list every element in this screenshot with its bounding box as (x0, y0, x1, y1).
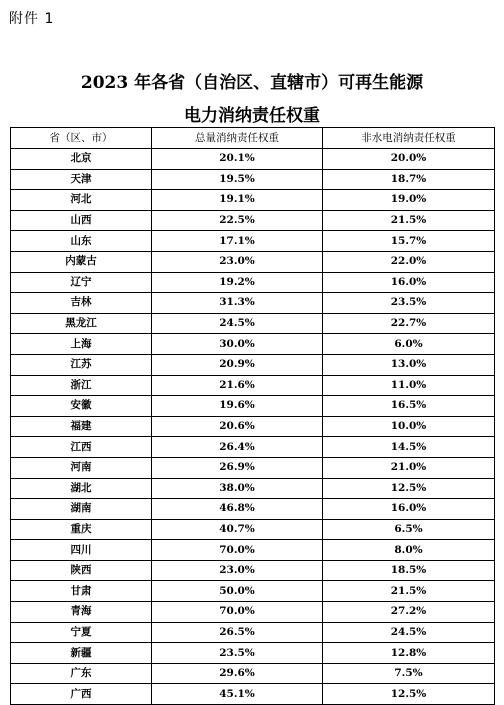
nonhydro-weight-cell: 22.0% (323, 251, 495, 272)
table-header-row (11, 128, 495, 149)
table-row (11, 437, 495, 458)
nonhydro-weight-cell: 20.0% (323, 149, 495, 170)
region-cell: 宁夏 (11, 622, 152, 643)
table-row (11, 540, 495, 561)
table-row (11, 149, 495, 170)
nonhydro-weight-cell: 11.0% (323, 375, 495, 396)
total-weight-cell: 19.6% (152, 396, 323, 417)
nonhydro-weight-cell: 16.0% (323, 499, 495, 520)
region-cell: 山西 (11, 210, 152, 231)
nonhydro-weight-cell: 12.5% (323, 684, 495, 705)
total-weight-cell: 26.5% (152, 622, 323, 643)
total-weight-cell: 19.1% (152, 190, 323, 211)
region-cell: 上海 (11, 334, 152, 355)
region-cell: 北京 (11, 149, 152, 170)
table-row (11, 560, 495, 581)
region-cell: 吉林 (11, 293, 152, 314)
table-row (11, 581, 495, 602)
nonhydro-weight-cell: 16.0% (323, 272, 495, 293)
nonhydro-weight-cell: 6.0% (323, 334, 495, 355)
attachment-label: 附件 1 (9, 11, 55, 27)
nonhydro-weight-cell: 7.5% (323, 663, 495, 684)
total-weight-cell: 20.9% (152, 354, 323, 375)
table-row (11, 663, 495, 684)
nonhydro-weight-cell: 21.0% (323, 457, 495, 478)
table-row (11, 169, 495, 190)
region-cell: 陕西 (11, 560, 152, 581)
table-row (11, 210, 495, 231)
table-row (11, 684, 495, 705)
nonhydro-weight-cell: 12.5% (323, 478, 495, 499)
table-row (11, 354, 495, 375)
total-weight-cell: 23.0% (152, 251, 323, 272)
table-row (11, 313, 495, 334)
table-row (11, 478, 495, 499)
region-cell: 河北 (11, 190, 152, 211)
table-row (11, 231, 495, 252)
table-row (11, 602, 495, 623)
nonhydro-weight-cell: 22.7% (323, 313, 495, 334)
total-weight-cell: 50.0% (152, 581, 323, 602)
nonhydro-weight-cell: 13.0% (323, 354, 495, 375)
table-row (11, 293, 495, 314)
total-weight-cell: 29.6% (152, 663, 323, 684)
total-weight-cell: 30.0% (152, 334, 323, 355)
column-header-total-weight: 总量消纳责任权重 (152, 128, 323, 149)
region-cell: 辽宁 (11, 272, 152, 293)
nonhydro-weight-cell: 21.5% (323, 210, 495, 231)
nonhydro-weight-cell: 10.0% (323, 416, 495, 437)
nonhydro-weight-cell: 18.7% (323, 169, 495, 190)
region-cell: 山东 (11, 231, 152, 252)
nonhydro-weight-cell: 15.7% (323, 231, 495, 252)
region-cell: 江西 (11, 437, 152, 458)
total-weight-cell: 21.6% (152, 375, 323, 396)
total-weight-cell: 70.0% (152, 602, 323, 623)
region-cell: 河南 (11, 457, 152, 478)
region-cell: 黑龙江 (11, 313, 152, 334)
nonhydro-weight-cell: 8.0% (323, 540, 495, 561)
total-weight-cell: 19.5% (152, 169, 323, 190)
table-row (11, 519, 495, 540)
nonhydro-weight-cell: 18.5% (323, 560, 495, 581)
total-weight-cell: 23.5% (152, 643, 323, 664)
table-body (11, 149, 495, 705)
total-weight-cell: 45.1% (152, 684, 323, 705)
total-weight-cell: 20.6% (152, 416, 323, 437)
nonhydro-weight-cell: 24.5% (323, 622, 495, 643)
total-weight-cell: 38.0% (152, 478, 323, 499)
nonhydro-weight-cell: 27.2% (323, 602, 495, 623)
region-cell: 内蒙古 (11, 251, 152, 272)
nonhydro-weight-cell: 23.5% (323, 293, 495, 314)
nonhydro-weight-cell: 21.5% (323, 581, 495, 602)
table-row (11, 457, 495, 478)
region-cell: 新疆 (11, 643, 152, 664)
table-row (11, 334, 495, 355)
total-weight-cell: 31.3% (152, 293, 323, 314)
total-weight-cell: 20.1% (152, 149, 323, 170)
table-row (11, 622, 495, 643)
table-row (11, 190, 495, 211)
table-row (11, 375, 495, 396)
region-cell: 浙江 (11, 375, 152, 396)
nonhydro-weight-cell: 16.5% (323, 396, 495, 417)
table-row (11, 416, 495, 437)
table-row (11, 396, 495, 417)
table-row (11, 251, 495, 272)
total-weight-cell: 70.0% (152, 540, 323, 561)
total-weight-cell: 40.7% (152, 519, 323, 540)
total-weight-cell: 46.8% (152, 499, 323, 520)
region-cell: 福建 (11, 416, 152, 437)
region-cell: 四川 (11, 540, 152, 561)
total-weight-cell: 22.5% (152, 210, 323, 231)
document-title-line1: 2023 年各省（自治区、直辖市）可再生能源 (80, 73, 424, 93)
table-row (11, 499, 495, 520)
nonhydro-weight-cell: 19.0% (323, 190, 495, 211)
total-weight-cell: 23.0% (152, 560, 323, 581)
total-weight-cell: 24.5% (152, 313, 323, 334)
region-cell: 安徽 (11, 396, 152, 417)
table-row (11, 272, 495, 293)
total-weight-cell: 19.2% (152, 272, 323, 293)
nonhydro-weight-cell: 12.8% (323, 643, 495, 664)
region-cell: 青海 (11, 602, 152, 623)
region-cell: 天津 (11, 169, 152, 190)
region-cell: 湖北 (11, 478, 152, 499)
region-cell: 江苏 (11, 354, 152, 375)
column-header-nonhydro-weight: 非水电消纳责任权重 (323, 128, 495, 149)
nonhydro-weight-cell: 6.5% (323, 519, 495, 540)
total-weight-cell: 17.1% (152, 231, 323, 252)
region-cell: 甘肃 (11, 581, 152, 602)
region-cell: 重庆 (11, 519, 152, 540)
region-cell: 湖南 (11, 499, 152, 520)
column-header-region: 省（区、市） (11, 128, 152, 149)
table-row (11, 643, 495, 664)
document-title-line2: 电力消纳责任权重 (184, 106, 320, 126)
total-weight-cell: 26.4% (152, 437, 323, 458)
quota-table (10, 127, 495, 705)
region-cell: 广东 (11, 663, 152, 684)
total-weight-cell: 26.9% (152, 457, 323, 478)
region-cell: 广西 (11, 684, 152, 705)
nonhydro-weight-cell: 14.5% (323, 437, 495, 458)
